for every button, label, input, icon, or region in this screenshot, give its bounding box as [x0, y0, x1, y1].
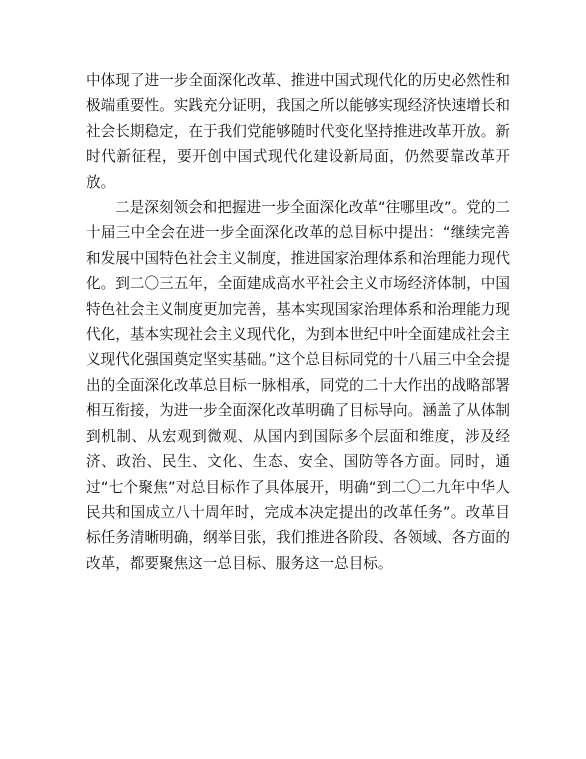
paragraph-1: 中体现了进一步全面深化改革、推进中国式现代化的历史必然性和极端重要性。实践充分证明，我国之所以能够实现经济快速增长和社会长期稳定，在于我们党能够随时代变化坚持推进改革开放。新时代新征程，要开创中国式现代化建设新局面，仍然要靠改革开放。 [86, 72, 510, 191]
document-body [86, 68, 510, 576]
paragraph-2: 二是深刻领会和把握进一步全面深化改革“往哪里改”。党的二十届三中全会在进一步全面深化改革的总目标中提出：“继续完善和发展中国特色社会主义制度，推进国家治理体系和治理能力现代化。到二〇三五年，全面建成高水平社会主义市场经济体制，中国特色社会主义制度更加完善，基本实现国家治理体系和治理能力现代化，基本实现社会主义现代化，为到本世纪中叶全面建成社会主义现代化强国奠定坚实基础。”这个总目标同党的十八届三中全会提出的全面深化改革总目标一脉相承，同党的二十大作出的战略部署相互衔接，为进一步全面深化改革明确了目标导向。涵盖了从体制到机制、从宏观到微观、从国内到国际多个层面和维度，涉及经济、政治、民生、文化、生态、安全、国防等各方面。同时，通过“七个聚焦”对总目标作了具体展开，明确“到二〇二九年中华人民共和国成立八十周年时，完成本决定提出的改革任务”。改革目标任务清晰明确，纲举目张，我们推进各阶段、各领域、各方面的改革，都要聚焦这一总目标、服务这一总目标。 [86, 199, 510, 572]
